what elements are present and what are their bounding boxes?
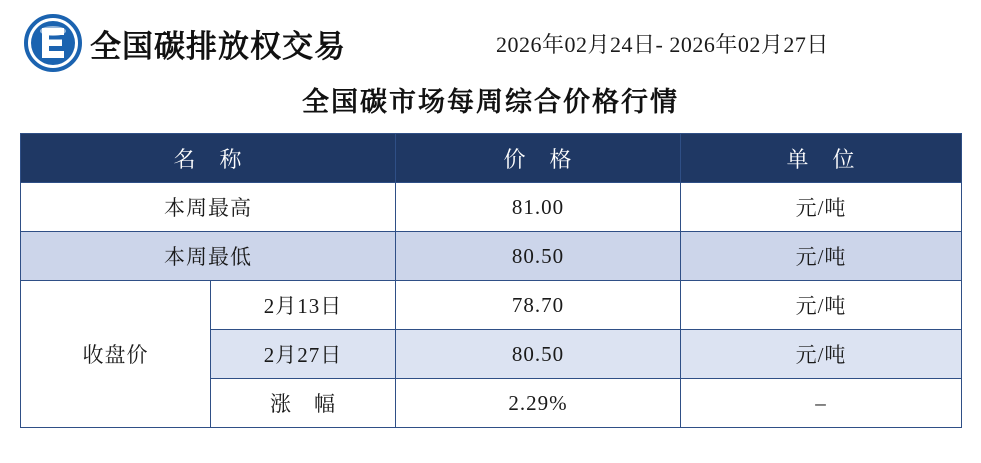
table-body bbox=[21, 183, 962, 428]
price-table bbox=[20, 133, 962, 428]
page-title: 全国碳市场每周综合价格行情 bbox=[302, 87, 679, 117]
row-label-close-1: 2月13日 bbox=[211, 281, 396, 330]
circular-emblem-icon bbox=[24, 14, 82, 72]
row-unit-close-1: 元/吨 bbox=[681, 281, 962, 330]
column-header-price: 价 格 bbox=[396, 134, 681, 183]
table-row bbox=[21, 183, 962, 232]
table-row bbox=[21, 281, 962, 330]
row-price-close-1: 78.70 bbox=[396, 281, 681, 330]
column-header-name: 名 称 bbox=[21, 134, 396, 183]
page-header bbox=[0, 0, 981, 70]
row-label-week-low: 本周最低 bbox=[21, 232, 396, 281]
row-label-close-2: 2月27日 bbox=[211, 330, 396, 379]
row-unit-change-rate: – bbox=[681, 379, 962, 428]
row-label-week-high: 本周最高 bbox=[21, 183, 396, 232]
row-unit-close-2: 元/吨 bbox=[681, 330, 962, 379]
table-row bbox=[21, 232, 962, 281]
column-header-unit: 单 位 bbox=[681, 134, 962, 183]
row-unit-week-high: 元/吨 bbox=[681, 183, 962, 232]
row-label-change-rate: 涨 幅 bbox=[211, 379, 396, 428]
brand-title: 全国碳排放权交易 bbox=[90, 28, 346, 64]
table-header bbox=[21, 134, 962, 183]
row-price-week-high: 81.00 bbox=[396, 183, 681, 232]
row-price-change-rate: 2.29% bbox=[396, 379, 681, 428]
row-price-close-2: 80.50 bbox=[396, 330, 681, 379]
table-header-row bbox=[21, 134, 962, 183]
table-container bbox=[0, 133, 981, 428]
row-unit-week-low: 元/吨 bbox=[681, 232, 962, 281]
row-price-week-low: 80.50 bbox=[396, 232, 681, 281]
row-group-label-closing-price: 收盘价 bbox=[21, 281, 211, 428]
date-range: 2026年02月24日- 2026年02月27日 bbox=[496, 31, 829, 57]
